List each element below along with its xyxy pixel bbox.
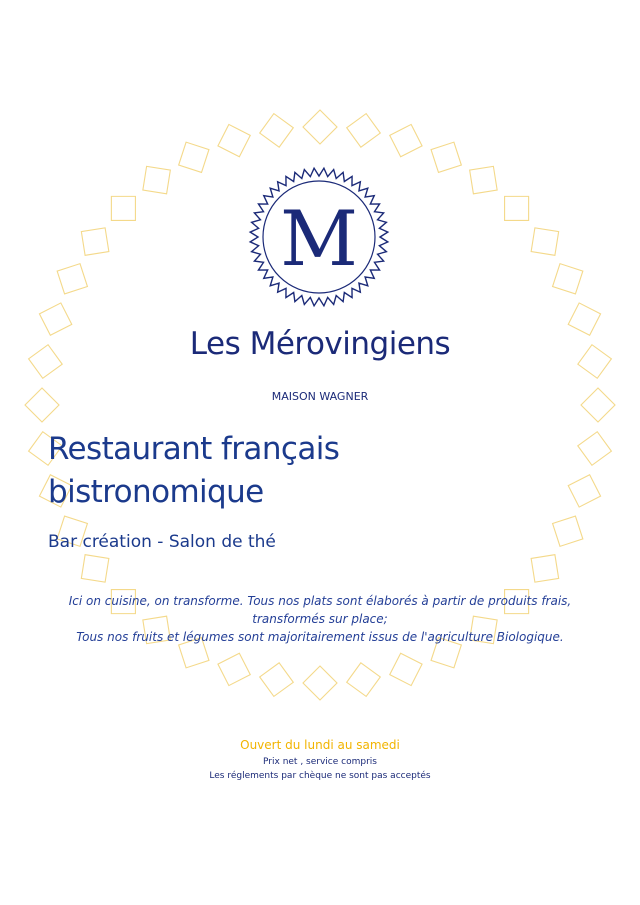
ring-diamond bbox=[303, 666, 337, 700]
ring-diamond bbox=[545, 256, 591, 302]
pricing-note: Prix net , service compris bbox=[263, 757, 377, 767]
ring-diamond bbox=[49, 256, 95, 302]
ring-diamond bbox=[213, 648, 256, 691]
ring-diamond bbox=[384, 648, 427, 691]
ring-diamond bbox=[344, 111, 383, 150]
ring-diamond bbox=[213, 119, 256, 162]
monogram-letter: M bbox=[280, 194, 358, 283]
intro-line-2: transformés sur place; bbox=[252, 612, 388, 626]
headline-line-2: bistronomique bbox=[48, 474, 264, 510]
ring-diamond bbox=[99, 184, 147, 232]
ring-diamond bbox=[303, 110, 337, 144]
ring-diamond bbox=[384, 119, 427, 162]
ring-diamond bbox=[257, 111, 296, 150]
ring-diamond bbox=[257, 660, 296, 699]
ring-diamond bbox=[423, 134, 469, 180]
intro-line-1: Ici on cuisine, on transforme. Tous nos plats sont élaborés à partir de produits frais, bbox=[68, 594, 572, 608]
ring-diamond bbox=[521, 218, 568, 265]
intro-text bbox=[30, 592, 610, 646]
ring-diamond bbox=[133, 156, 180, 203]
headline-line-1: Restaurant français bbox=[48, 431, 340, 467]
headline bbox=[48, 428, 608, 514]
ring-diamond bbox=[493, 184, 541, 232]
payment-note: Les réglements par chèque ne sont pas acceptés bbox=[209, 771, 431, 781]
m-monogram-logo bbox=[246, 164, 392, 310]
restaurant-name: Les Mérovingiens bbox=[189, 326, 451, 362]
opening-hours: Ouvert du lundi au samedi bbox=[240, 738, 400, 752]
ring-diamond bbox=[460, 156, 507, 203]
intro-line-3: Tous nos fruits et légumes sont majoritairement issus de l'agriculture Biologique. bbox=[76, 630, 564, 644]
ring-diamond bbox=[344, 660, 383, 699]
house-name: MAISON WAGNER bbox=[271, 390, 369, 403]
ring-diamond bbox=[171, 134, 217, 180]
ring-diamond bbox=[71, 218, 118, 265]
tagline: Bar création - Salon de thé bbox=[48, 532, 276, 552]
